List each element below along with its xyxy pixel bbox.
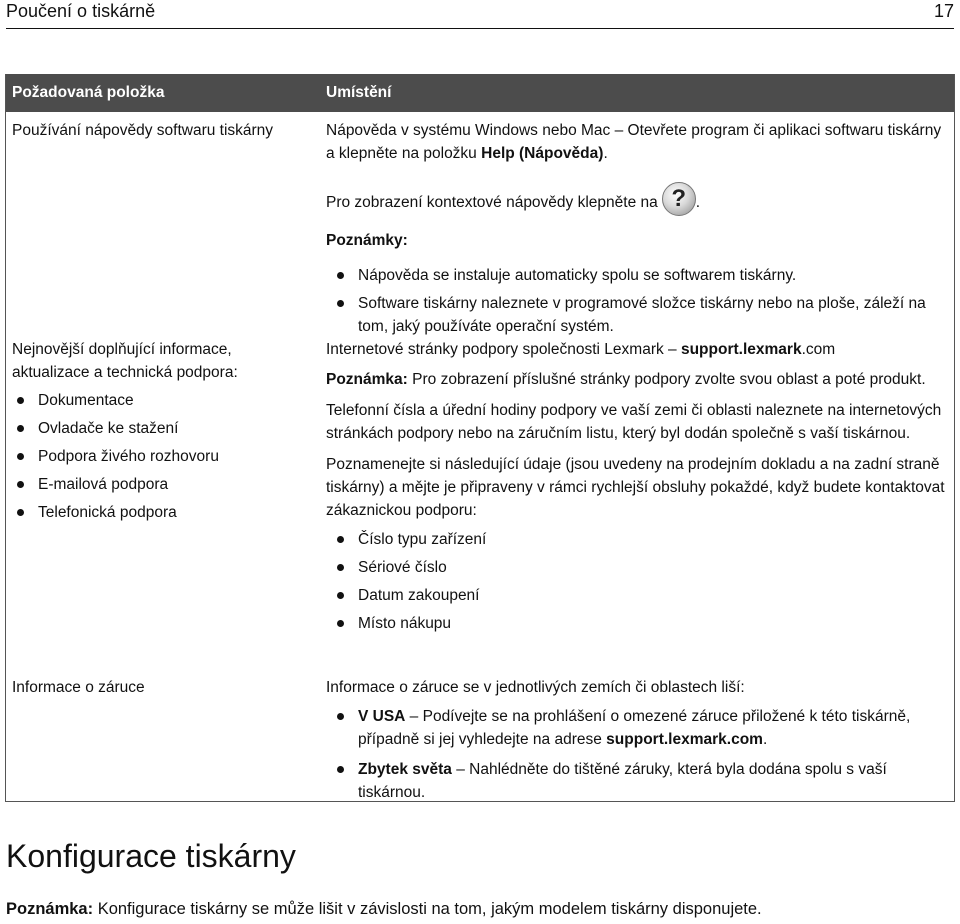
bottom-note: Poznámka: Konfigurace tiskárny se může lišit v závislosti na tom, jakým modelem tiskárny disponujete. <box>6 900 762 918</box>
support-link[interactable]: support.lexmark <box>680 341 802 358</box>
bullet-icon <box>17 481 24 488</box>
bullet-icon <box>337 536 344 543</box>
list-item: Zbytek světa – Nahlédněte do tištěné záruky, která byla dodána spolu s vaší tiskárnou. <box>332 758 948 804</box>
list-item: Podpora živého rozhovoru <box>12 445 308 468</box>
list-item: Místo nákupu <box>332 612 948 635</box>
list-item: Nápověda se instaluje automaticky spolu se softwarem tiskárny. <box>332 264 948 287</box>
bullet-icon <box>17 425 24 432</box>
list-item: Datum zakoupení <box>332 584 948 607</box>
page-header <box>6 0 954 29</box>
list-item: Software tiskárny naleznete v programové složce tiskárny nebo na ploše, záleží na tom, jaký používáte operační systém. <box>332 292 948 338</box>
row2-location <box>326 338 948 635</box>
section-title: Konfigurace tiskárny <box>6 838 296 874</box>
context-help-line: Pro zobrazení kontextové nápovědy klepněte na ? . <box>326 186 948 220</box>
list-item: Sériové číslo <box>332 556 948 579</box>
list-item: Dokumentace <box>12 389 308 412</box>
notes-list <box>332 264 948 338</box>
bullet-icon <box>17 453 24 460</box>
warranty-intro: Informace o záruce se v jednotlivých zemích či oblastech liší: <box>326 679 745 696</box>
row2-item <box>12 338 308 524</box>
list-item: Telefonická podpora <box>12 501 308 524</box>
list-item: Ovladače ke stažení <box>12 417 308 440</box>
windows-mac-help: Nápověda v systému Windows nebo Mac – Otevřete program či aplikaci softwaru tiskárny a klepněte na položku Help (Nápověda). <box>326 122 942 162</box>
info-table <box>5 74 955 802</box>
support-website: Internetové stránky podpory společnosti Lexmark – support.lexmark.com <box>326 341 836 358</box>
header-title: Poučení o tiskárně <box>6 1 156 21</box>
page-number: 17 <box>933 1 954 21</box>
support-intro: Nejnovější doplňující informace, aktualizace a technická podpora: <box>12 341 238 381</box>
bullet-icon <box>337 564 344 571</box>
help-question-icon[interactable]: ? <box>662 182 696 216</box>
support-list <box>12 389 308 524</box>
support-note: Poznámka: Pro zobrazení příslušné stránky podpory zvolte svou oblast a poté produkt. <box>326 371 926 388</box>
phone-info: Telefonní čísla a úřední hodiny podpory ve vaší zemi či oblasti naleznete na internetových stránkách podpory nebo na záručním listu, který byl dodán společně s vaší tiskárnou. <box>326 402 942 442</box>
bullet-icon <box>17 397 24 404</box>
column-header-item: Požadovaná položka <box>12 84 165 101</box>
notes-label: Poznámky: <box>326 232 408 249</box>
table-header <box>6 74 954 112</box>
row3-location <box>326 676 948 804</box>
record-list <box>332 528 948 635</box>
list-item: E-mailová podpora <box>12 473 308 496</box>
record-info: Poznamenejte si následující údaje (jsou uvedeny na prodejním dokladu a na zadní straně tiskárny) a mějte je připraveny v rámci rychlejší obsluhy pokaždé, když budete kontaktovat zákaznickou podporu: <box>326 456 945 519</box>
warranty-link[interactable]: support.lexmark.com <box>606 731 763 748</box>
bullet-icon <box>17 509 24 516</box>
bullet-icon <box>337 592 344 599</box>
bullet-icon <box>337 272 344 279</box>
list-item: Číslo typu zařízení <box>332 528 948 551</box>
warranty-list <box>332 705 948 804</box>
bullet-icon <box>337 620 344 627</box>
bullet-icon <box>337 766 344 773</box>
row1-location <box>326 119 948 338</box>
bullet-icon <box>337 713 344 720</box>
column-header-location: Umístění <box>326 84 392 101</box>
list-item: V USA – Podívejte se na prohlášení o omezené záruce přiložené k této tiskárně, případně si jej vyhledejte na adrese support.lexmark.com. <box>332 705 948 751</box>
row1-item: Používání nápovědy softwaru tiskárny <box>12 122 274 139</box>
row3-item: Informace o záruce <box>12 679 145 696</box>
bullet-icon <box>337 300 344 307</box>
